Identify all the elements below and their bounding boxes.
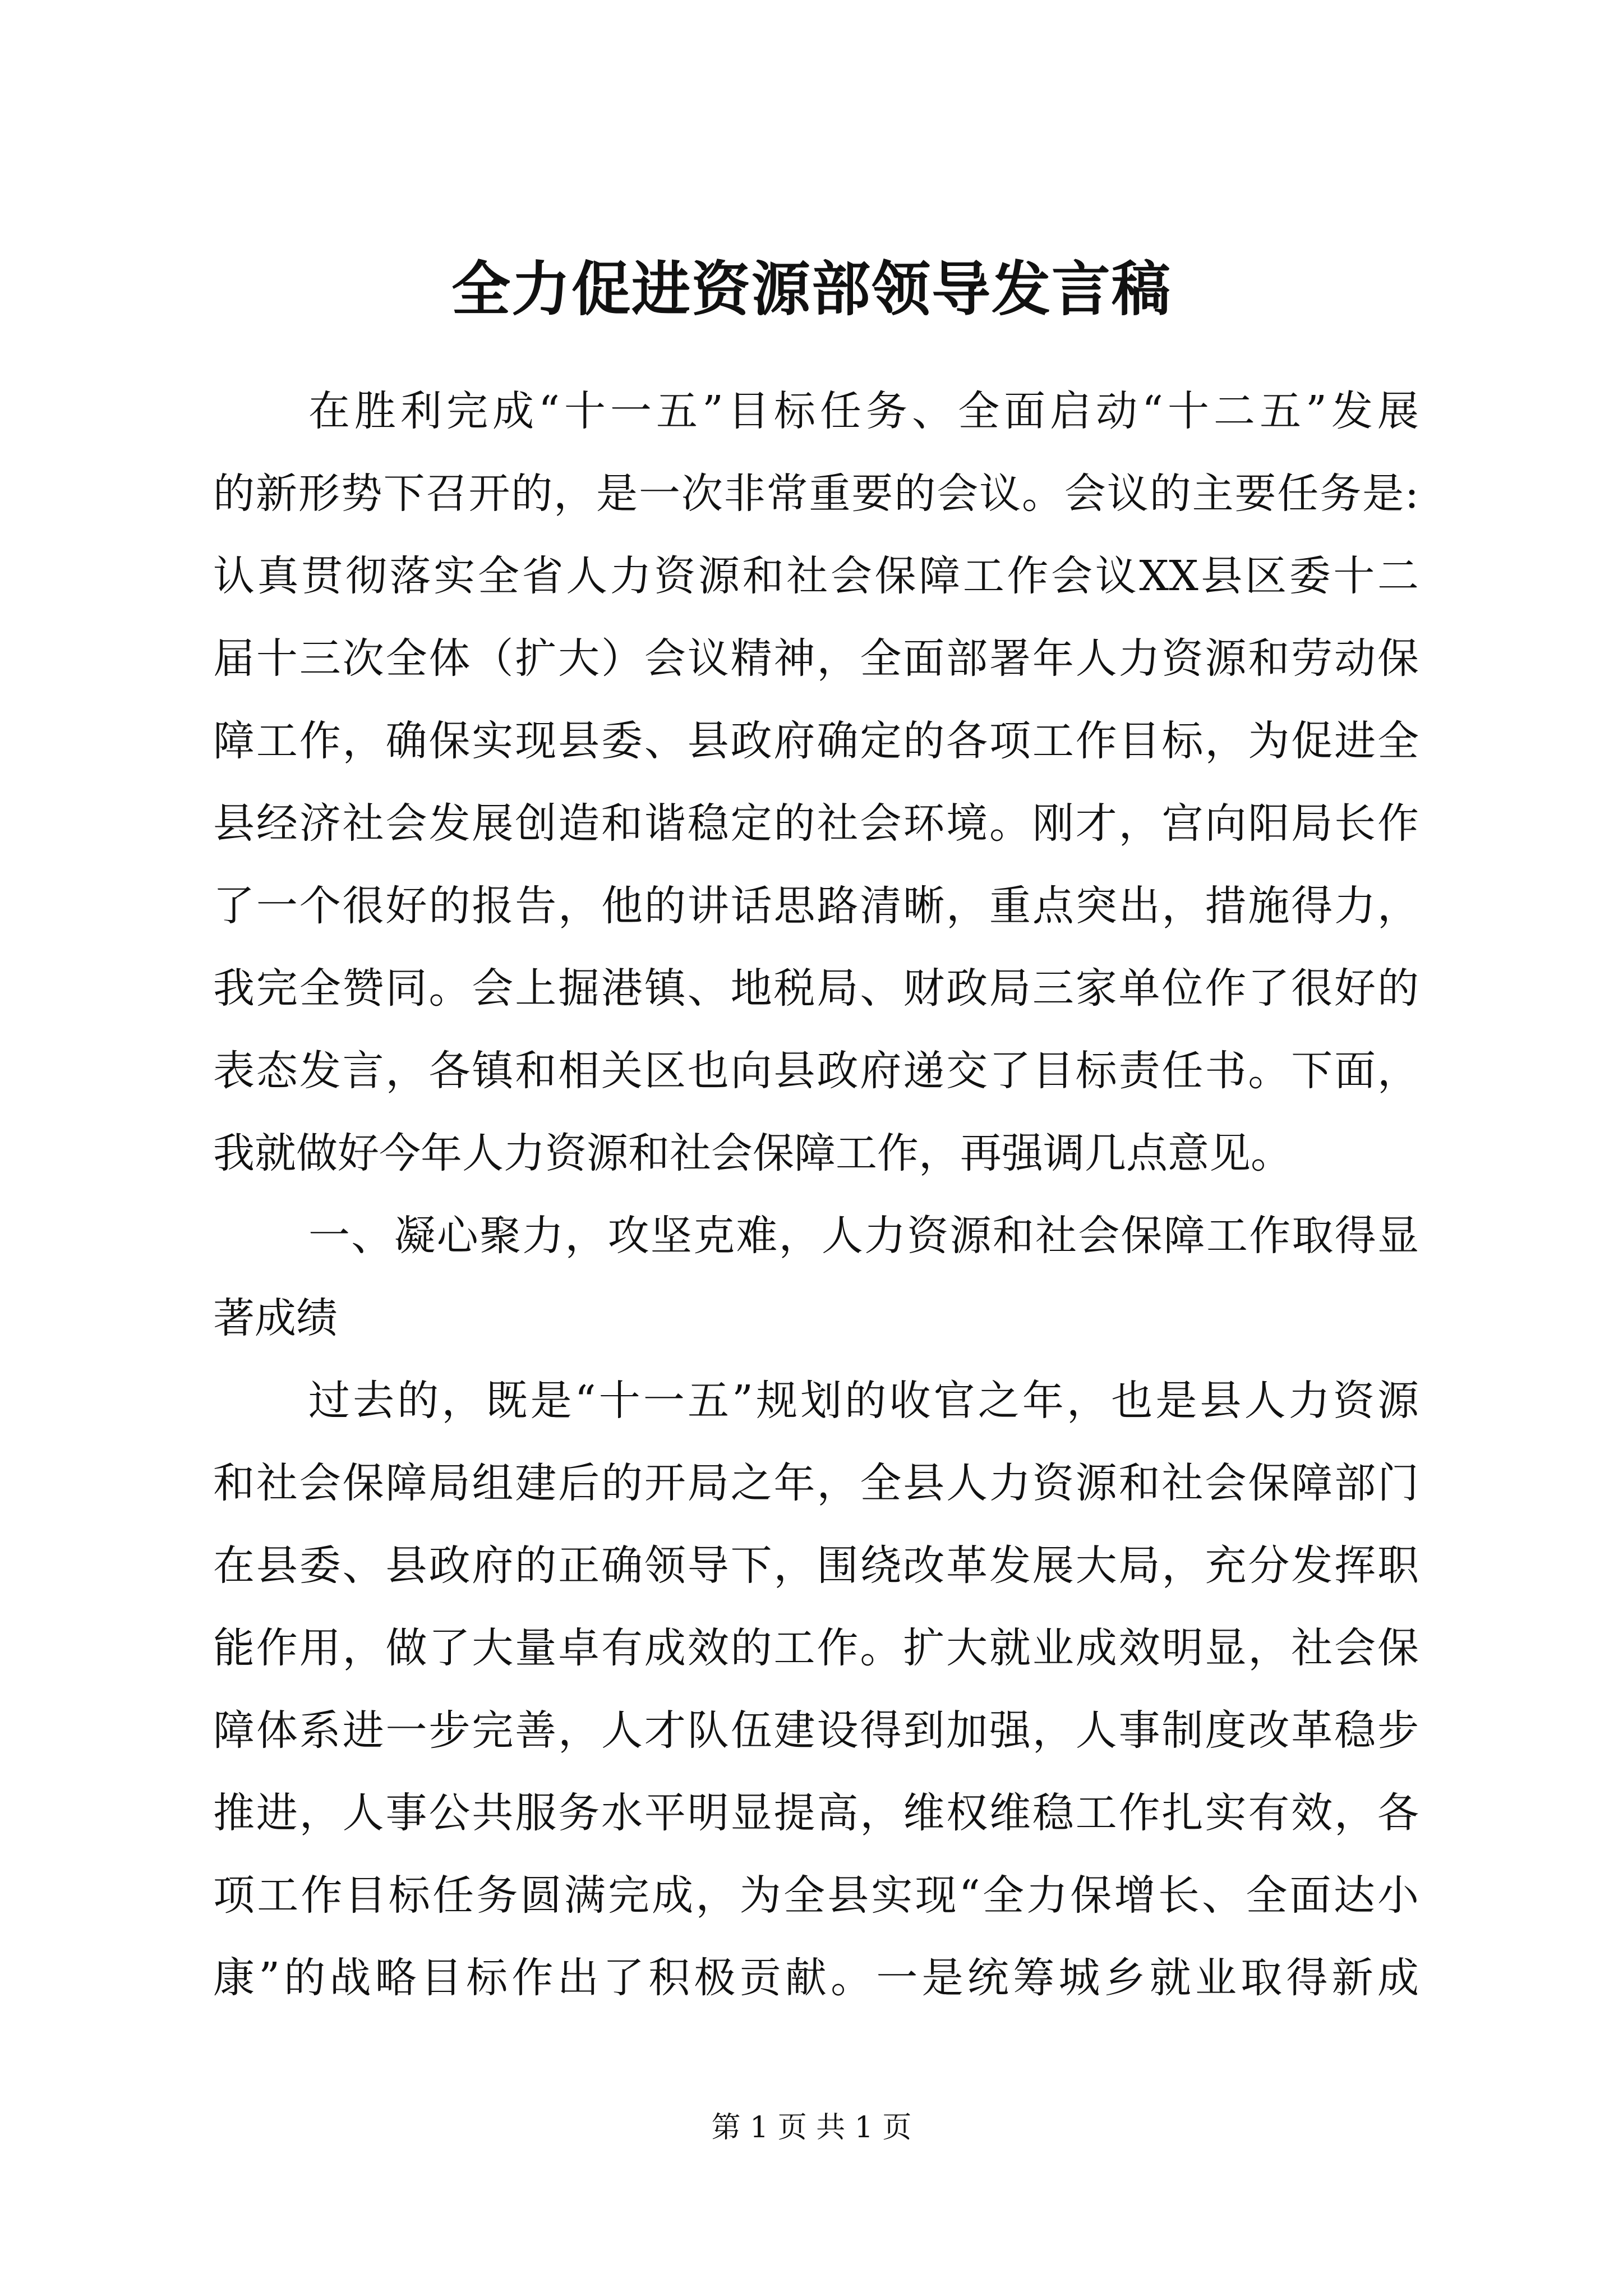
text-line: 的新形势下召开的，是一次非常重要的会议。会议的主要任务是:	[213, 470, 1419, 518]
text-line: 表态发言，各镇和相关区也向县政府递交了目标责任书。下面，	[213, 1047, 1419, 1095]
text-line: 认真贯彻落实全省人力资源和社会保障工作会议XX县区委十二	[213, 552, 1419, 600]
text-line: 一、凝心聚力，攻坚克难，人力资源和社会保障工作取得显	[308, 1212, 1419, 1260]
text-line: 我完全赞同。会上掘港镇、地税局、财政局三家单位作了很好的	[213, 964, 1419, 1013]
text-line: 障体系进一步完善，人才队伍建设得到加强，人事制度改革稳步	[213, 1706, 1419, 1755]
text-line: 在县委、县政府的正确领导下，围绕改革发展大局，充分发挥职	[213, 1542, 1419, 1590]
text-line: 县经济社会发展创造和谐稳定的社会环境。刚才，宫向阳局长作	[213, 799, 1419, 848]
text-line: 了一个很好的报告，他的讲话思路清晰，重点突出，措施得力，	[213, 882, 1419, 930]
text-line: 推进，人事公共服务水平明显提高，维权维稳工作扎实有效，各	[213, 1789, 1419, 1837]
text-line: 过去的，既是“十一五”规划的收官之年，也是县人力资源	[308, 1377, 1419, 1425]
text-line: 届十三次全体（扩大）会议精神，全面部署年人力资源和劳动保	[213, 634, 1419, 683]
document-body	[213, 370, 1419, 2019]
page-footer: 第 1 页 共 1 页	[711, 2111, 912, 2145]
text-line: 在胜利完成“十一五”目标任务、全面启动“十二五”发展	[308, 387, 1419, 435]
text-line: 康”的战略目标作出了积极贡献。一是统筹城乡就业取得新成	[213, 1954, 1419, 2002]
text-line: 项工作目标任务圆满完成，为全县实现“全力保增长、全面达小	[213, 1871, 1419, 1920]
text-line: 能作用，做了大量卓有成效的工作。扩大就业成效明显，社会保	[213, 1624, 1419, 1672]
text-line: 我就做好今年人力资源和社会保障工作，再强调几点意见。	[213, 1129, 1292, 1177]
text-line: 著成绩	[213, 1294, 338, 1342]
text-line: 障工作，确保实现县委、县政府确定的各项工作目标，为促进全	[213, 717, 1419, 765]
text-line: 和社会保障局组建后的开局之年，全县人力资源和社会保障部门	[213, 1459, 1419, 1507]
document-title: 全力促进资源部领导发言稿	[451, 254, 1172, 324]
